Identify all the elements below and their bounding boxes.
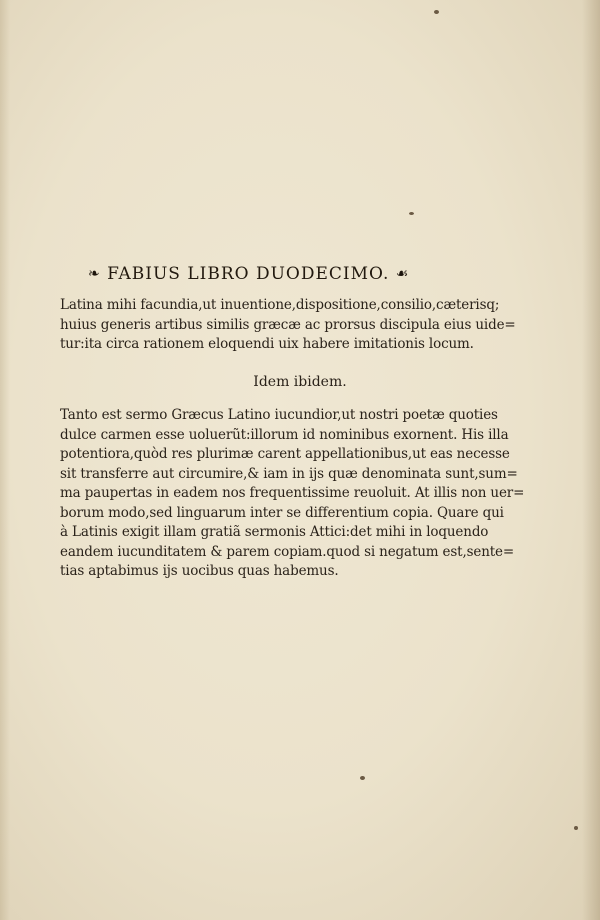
text-line: tur:ita circa rationem eloquendi uix habere imitationis locum.: [60, 336, 474, 352]
text-line: huius generis artibus similis græcæ ac prorsus discipula eius uide=: [60, 316, 516, 333]
text-line: Tanto est sermo Græcus Latino iucundior,ut nostri poetæ quoties: [60, 407, 498, 423]
text-line: Latina mihi facundia,ut inuentione,dispositione,consilio,cæterisq;: [60, 297, 500, 313]
ink-speck: [434, 10, 439, 14]
heading-text: FABIUS LIBRO DUODECIMO.: [107, 264, 390, 284]
text-line: eandem iucunditatem & parem copiam.quod si negatum est,sente=: [60, 543, 515, 560]
text-line: potentiora,quòd res plurimæ carent appellationibus,ut eas necesse: [60, 446, 510, 462]
gutter-shadow: [0, 0, 10, 920]
paragraph-1: [60, 296, 516, 355]
text-line: tias aptabimus ijs uocibus quas habemus.: [60, 563, 339, 579]
text-line: ma paupertas in eadem nos frequentissime reuoluit. At illis non uer=: [60, 485, 525, 501]
page-edge-shadow: [582, 0, 600, 920]
ink-speck: [360, 776, 365, 780]
fleuron-left-icon: ❧: [88, 266, 101, 282]
chapter-heading: [88, 264, 448, 284]
ink-speck: [574, 826, 578, 830]
text-line: sit transferre aut circumire,& iam in ijs quæ denominata sunt,sum=: [60, 465, 518, 482]
text-line: dulce carmen esse uoluerũt:illorum id nominibus exornent. His illa: [60, 426, 509, 443]
text-line: à Latinis exigit illam gratiã sermonis Attici:det mihi in loquendo: [60, 524, 489, 540]
text-line: borum modo,sed linguarum inter se differentium copia. Quare qui: [60, 504, 504, 521]
subheading: Idem ibidem.: [253, 374, 347, 390]
ink-speck: [409, 212, 414, 215]
paragraph-2: [60, 406, 525, 582]
fleuron-right-icon: ☙: [395, 266, 410, 282]
